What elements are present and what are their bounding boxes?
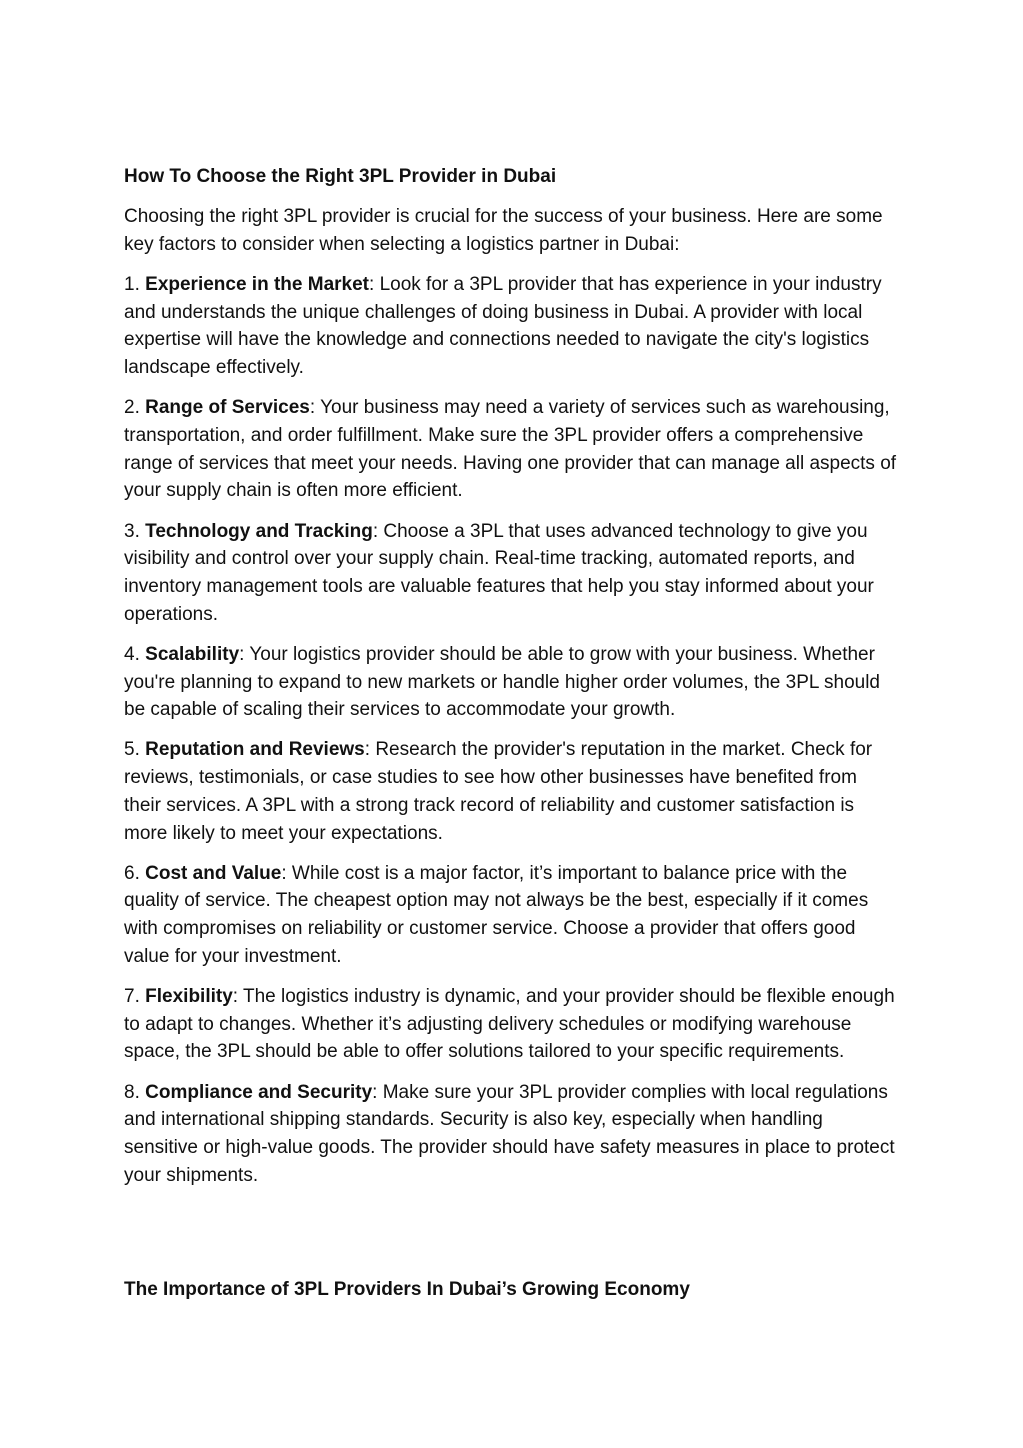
factor-term: Technology and Tracking — [145, 520, 373, 542]
factor-separator: : — [232, 986, 243, 1008]
factor-term: Experience in the Market — [145, 273, 370, 295]
factor-text: Choose a 3PL that uses advanced technology to give you visibility and control over your supply chain. Real-time tracking, automated reports, and inventory management tools are valuable features that help you stay informed about your operations. — [124, 520, 874, 625]
factor-term: Flexibility — [145, 986, 233, 1008]
factor-text: The logistics industry is dynamic, and your provider should be flexible enough to adapt to changes. Whether it’s adjusting delivery schedules or modifying warehouse space, the 3PL should be able to offer solutions tailored to your specific requirements. — [124, 986, 895, 1063]
factor-number: 1. — [124, 273, 140, 295]
factor-separator: : — [281, 862, 292, 884]
factor-number: 2. — [124, 397, 140, 419]
factor-number: 7. — [124, 986, 140, 1008]
factor-term: Compliance and Security — [145, 1081, 373, 1103]
factor-separator: : — [239, 643, 250, 665]
factor-term: Range of Services — [145, 397, 310, 419]
factor-term: Reputation and Reviews — [145, 739, 365, 761]
factor-number: 8. — [124, 1081, 140, 1103]
factor-number: 5. — [124, 739, 140, 761]
factor-number: 3. — [124, 520, 140, 542]
factor-separator: : — [309, 397, 321, 419]
intro-paragraph: Choosing the right 3PL provider is crucial for the success of your business. Here are some key factors to consider when selecting a logistics partner in Dubai: — [124, 206, 883, 255]
factor-separator: : — [369, 273, 380, 295]
factor-text: While cost is a major factor, it’s important to balance price with the quality of service. The cheapest option may not always be the best, especially if it comes with compromises on reliability or customer service. Choose a provider that offers good value for your investment. — [124, 862, 869, 967]
factor-separator: : — [372, 1081, 383, 1103]
factor-term: Scalability — [145, 643, 240, 665]
factor-paragraph-3 — [124, 518, 899, 629]
factor-number: 4. — [124, 643, 140, 665]
factor-paragraph-4 — [124, 641, 899, 724]
factor-term: Cost and Value — [145, 862, 282, 884]
factor-paragraph-6 — [124, 860, 899, 971]
factor-text: Your logistics provider should be able to grow with your business. Whether you're planning to expand to new markets or handle higher order volumes, the 3PL should be capable of scaling their services to accommodate your growth. — [124, 643, 881, 721]
factor-number: 6. — [124, 862, 140, 884]
factor-paragraph-1 — [124, 271, 899, 382]
factor-paragraph-5 — [124, 736, 899, 847]
section-heading: How To Choose the Right 3PL Provider in Dubai — [124, 166, 557, 187]
factor-text: Look for a 3PL provider that has experience in your industry and understands the unique challenges of doing business in Dubai. A provider with local expertise will have the knowledge and connections needed to navigate the city's logistics landscape effectively. — [124, 273, 882, 379]
factor-paragraph-8 — [124, 1079, 899, 1190]
document-body — [124, 163, 899, 1202]
factor-paragraph-2 — [124, 394, 899, 505]
factor-separator: : — [364, 739, 376, 761]
factor-text: Make sure your 3PL provider complies with local regulations and international shipping standards. Security is also key, especially when handling sensitive or high-value goods. The provider should have safety measures in place to protect your shipments. — [124, 1081, 895, 1186]
factor-paragraph-7 — [124, 983, 899, 1066]
factor-text: Your business may need a variety of services such as warehousing, transportation, and order fulfillment. Make sure the 3PL provider offers a comprehensive range of services that meet your needs. Having one provider that can manage all aspects of your supply chain is often more efficient. — [124, 397, 897, 502]
factor-text: Research the provider's reputation in the market. Check for reviews, testimonials, or case studies to see how other businesses have benefited from their services. A 3PL with a strong track record of reliability and customer satisfaction is more likely to meet your expectations. — [124, 739, 873, 844]
next-section-heading: The Importance of 3PL Providers In Dubai’s Growing Economy — [124, 1279, 690, 1300]
factor-separator: : — [372, 520, 384, 542]
